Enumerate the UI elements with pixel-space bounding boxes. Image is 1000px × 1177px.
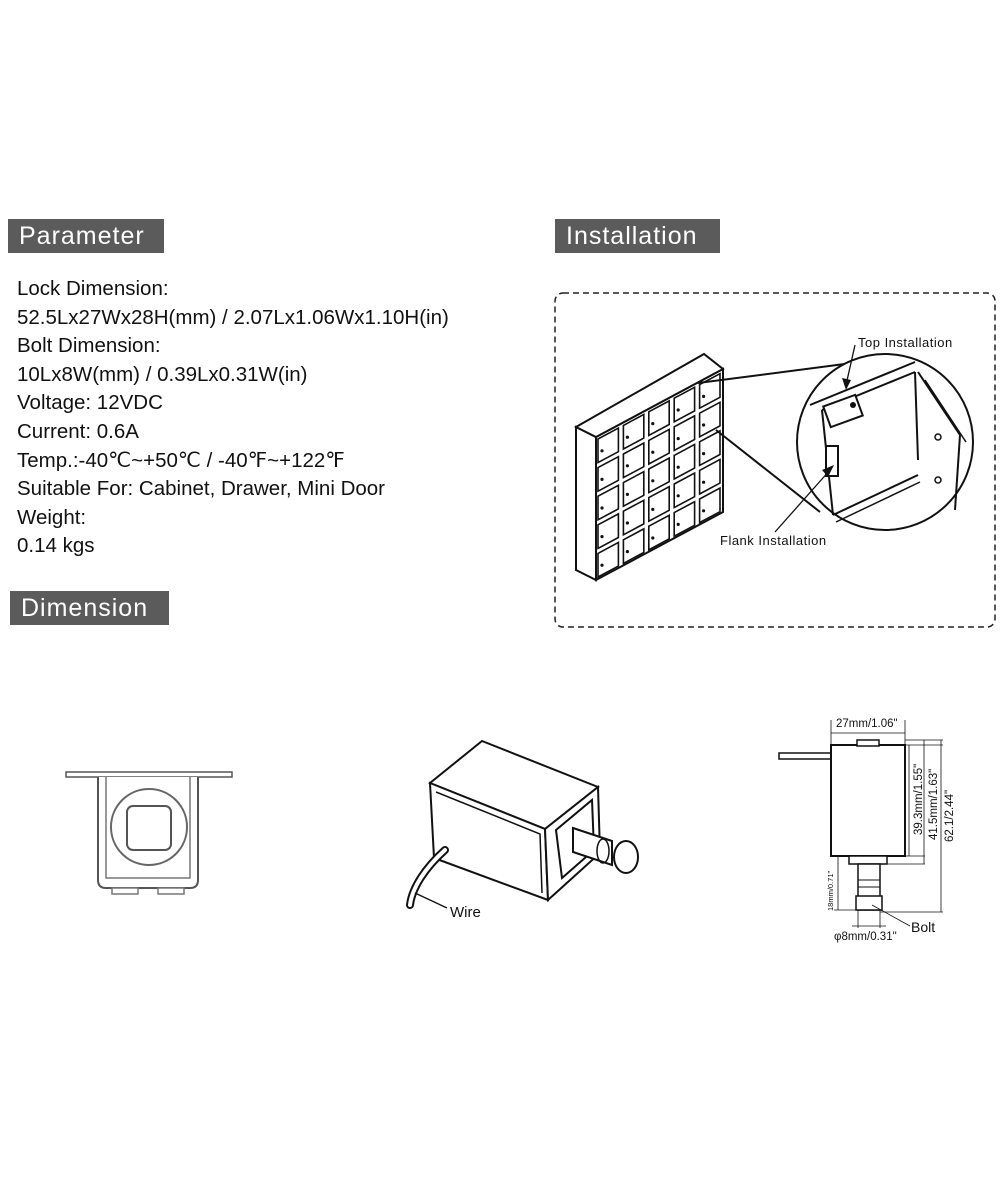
bolt-label: Bolt	[911, 919, 936, 935]
bolt-height-dimension: 18mm/0.71"	[826, 870, 835, 911]
lock-dimension-value: 52.5Lx27Wx28H(mm) / 2.07Lx1.06Wx1.10H(in)	[17, 305, 449, 329]
flank-installation-label: Flank Installation	[720, 533, 827, 548]
width-dimension: 27mm/1.06"	[836, 718, 898, 730]
body-height-dimension: 39.3mm/1.55"	[913, 763, 925, 835]
bolt-dimension-value: 10Lx8W(mm) / 0.39Lx0.31W(in)	[17, 362, 308, 386]
suitable-for: Suitable For: Cabinet, Drawer, Mini Door	[17, 477, 386, 501]
temperature: Temp.:-40℃~+50℃ / -40℉~+122℉	[17, 448, 345, 472]
installation-heading: Installation	[555, 219, 720, 253]
bolt-diameter-dimension: φ8mm/0.31"	[834, 931, 897, 943]
wire-label: Wire	[450, 904, 481, 921]
voltage: Voltage: 12VDC	[17, 391, 163, 415]
total-height-dimension: 62.1/2.44"	[944, 789, 956, 842]
parameter-heading: Parameter	[8, 219, 164, 253]
current: Current: 0.6A	[17, 419, 139, 443]
weight-label: Weight:	[17, 505, 87, 529]
bolt-dimension-label: Bolt Dimension:	[17, 334, 161, 358]
weight-value: 0.14 kgs	[17, 534, 95, 558]
height-mid-dimension: 41.5mm/1.63"	[928, 768, 940, 840]
top-installation-label: Top Installation	[858, 335, 953, 350]
lock-dimension-label: Lock Dimension:	[17, 277, 169, 300]
dimension-heading: Dimension	[10, 591, 169, 625]
